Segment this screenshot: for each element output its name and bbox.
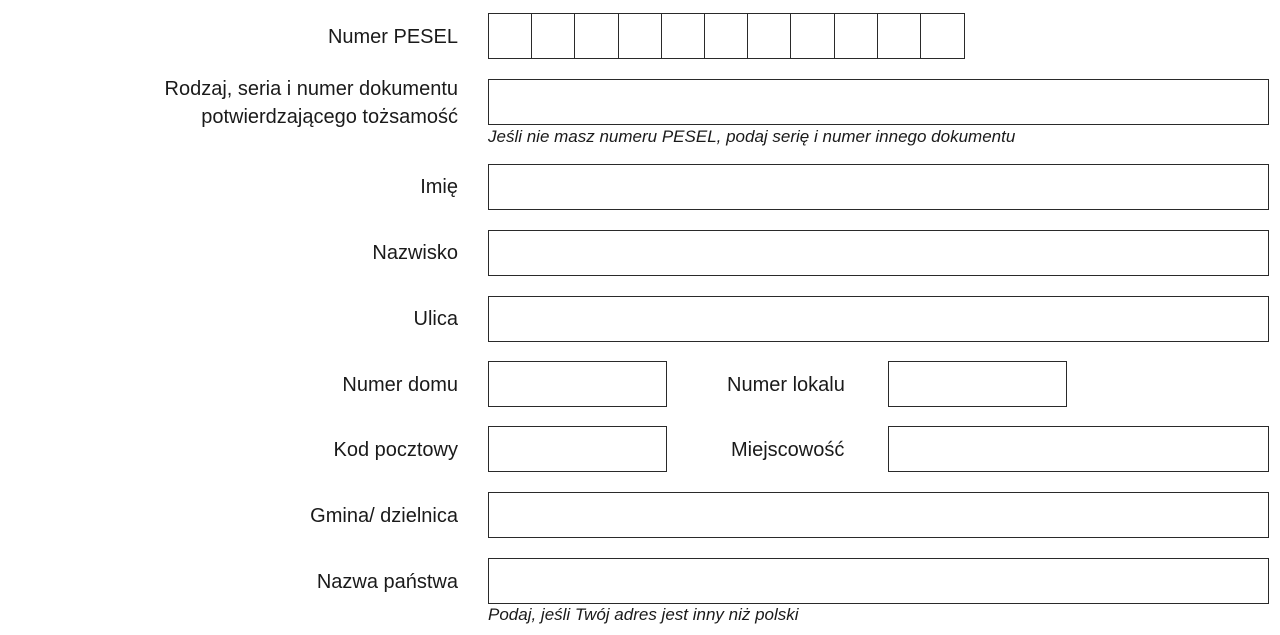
apartment-number-label: Numer lokalu bbox=[727, 374, 845, 396]
country-label: Nazwa państwa bbox=[316, 571, 458, 593]
pesel-digit-cell[interactable] bbox=[661, 13, 706, 59]
postal-code-input[interactable] bbox=[488, 426, 667, 472]
municipality-input[interactable] bbox=[488, 492, 1269, 538]
house-number-input[interactable] bbox=[488, 361, 667, 407]
pesel-input[interactable] bbox=[488, 13, 965, 59]
last-name-label: Nazwisko bbox=[372, 242, 458, 264]
apartment-number-input[interactable] bbox=[888, 361, 1067, 407]
pesel-digit-cell[interactable] bbox=[618, 13, 663, 59]
street-label: Ulica bbox=[413, 308, 458, 330]
document-hint: Jeśli nie masz numeru PESEL, podaj serię i numer innego dokumentu bbox=[488, 127, 1016, 146]
pesel-digit-cell[interactable] bbox=[704, 13, 749, 59]
document-label-line1: Rodzaj, seria i numer dokumentu bbox=[164, 78, 458, 100]
document-label-line2: potwierdzającego tożsamość bbox=[201, 106, 458, 128]
city-label: Miejscowość bbox=[731, 439, 845, 461]
first-name-input[interactable] bbox=[488, 164, 1269, 210]
country-input[interactable] bbox=[488, 558, 1269, 604]
pesel-digit-cell[interactable] bbox=[920, 13, 965, 59]
pesel-digit-cell[interactable] bbox=[790, 13, 835, 59]
pesel-digit-cell[interactable] bbox=[531, 13, 576, 59]
pesel-digit-cell[interactable] bbox=[488, 13, 533, 59]
pesel-digit-cell[interactable] bbox=[747, 13, 792, 59]
pesel-label: Numer PESEL bbox=[327, 26, 458, 48]
pesel-digit-cell[interactable] bbox=[574, 13, 619, 59]
pesel-digit-cell[interactable] bbox=[877, 13, 922, 59]
city-input[interactable] bbox=[888, 426, 1269, 472]
house-number-label: Numer domu bbox=[342, 374, 458, 396]
postal-code-label: Kod pocztowy bbox=[333, 439, 458, 461]
municipality-label: Gmina/ dzielnica bbox=[310, 505, 458, 527]
last-name-input[interactable] bbox=[488, 230, 1269, 276]
pesel-digit-cell[interactable] bbox=[834, 13, 879, 59]
street-input[interactable] bbox=[488, 296, 1269, 342]
first-name-label: Imię bbox=[420, 176, 458, 198]
document-input[interactable] bbox=[488, 79, 1269, 125]
country-hint: Podaj, jeśli Twój adres jest inny niż polski bbox=[488, 605, 799, 624]
